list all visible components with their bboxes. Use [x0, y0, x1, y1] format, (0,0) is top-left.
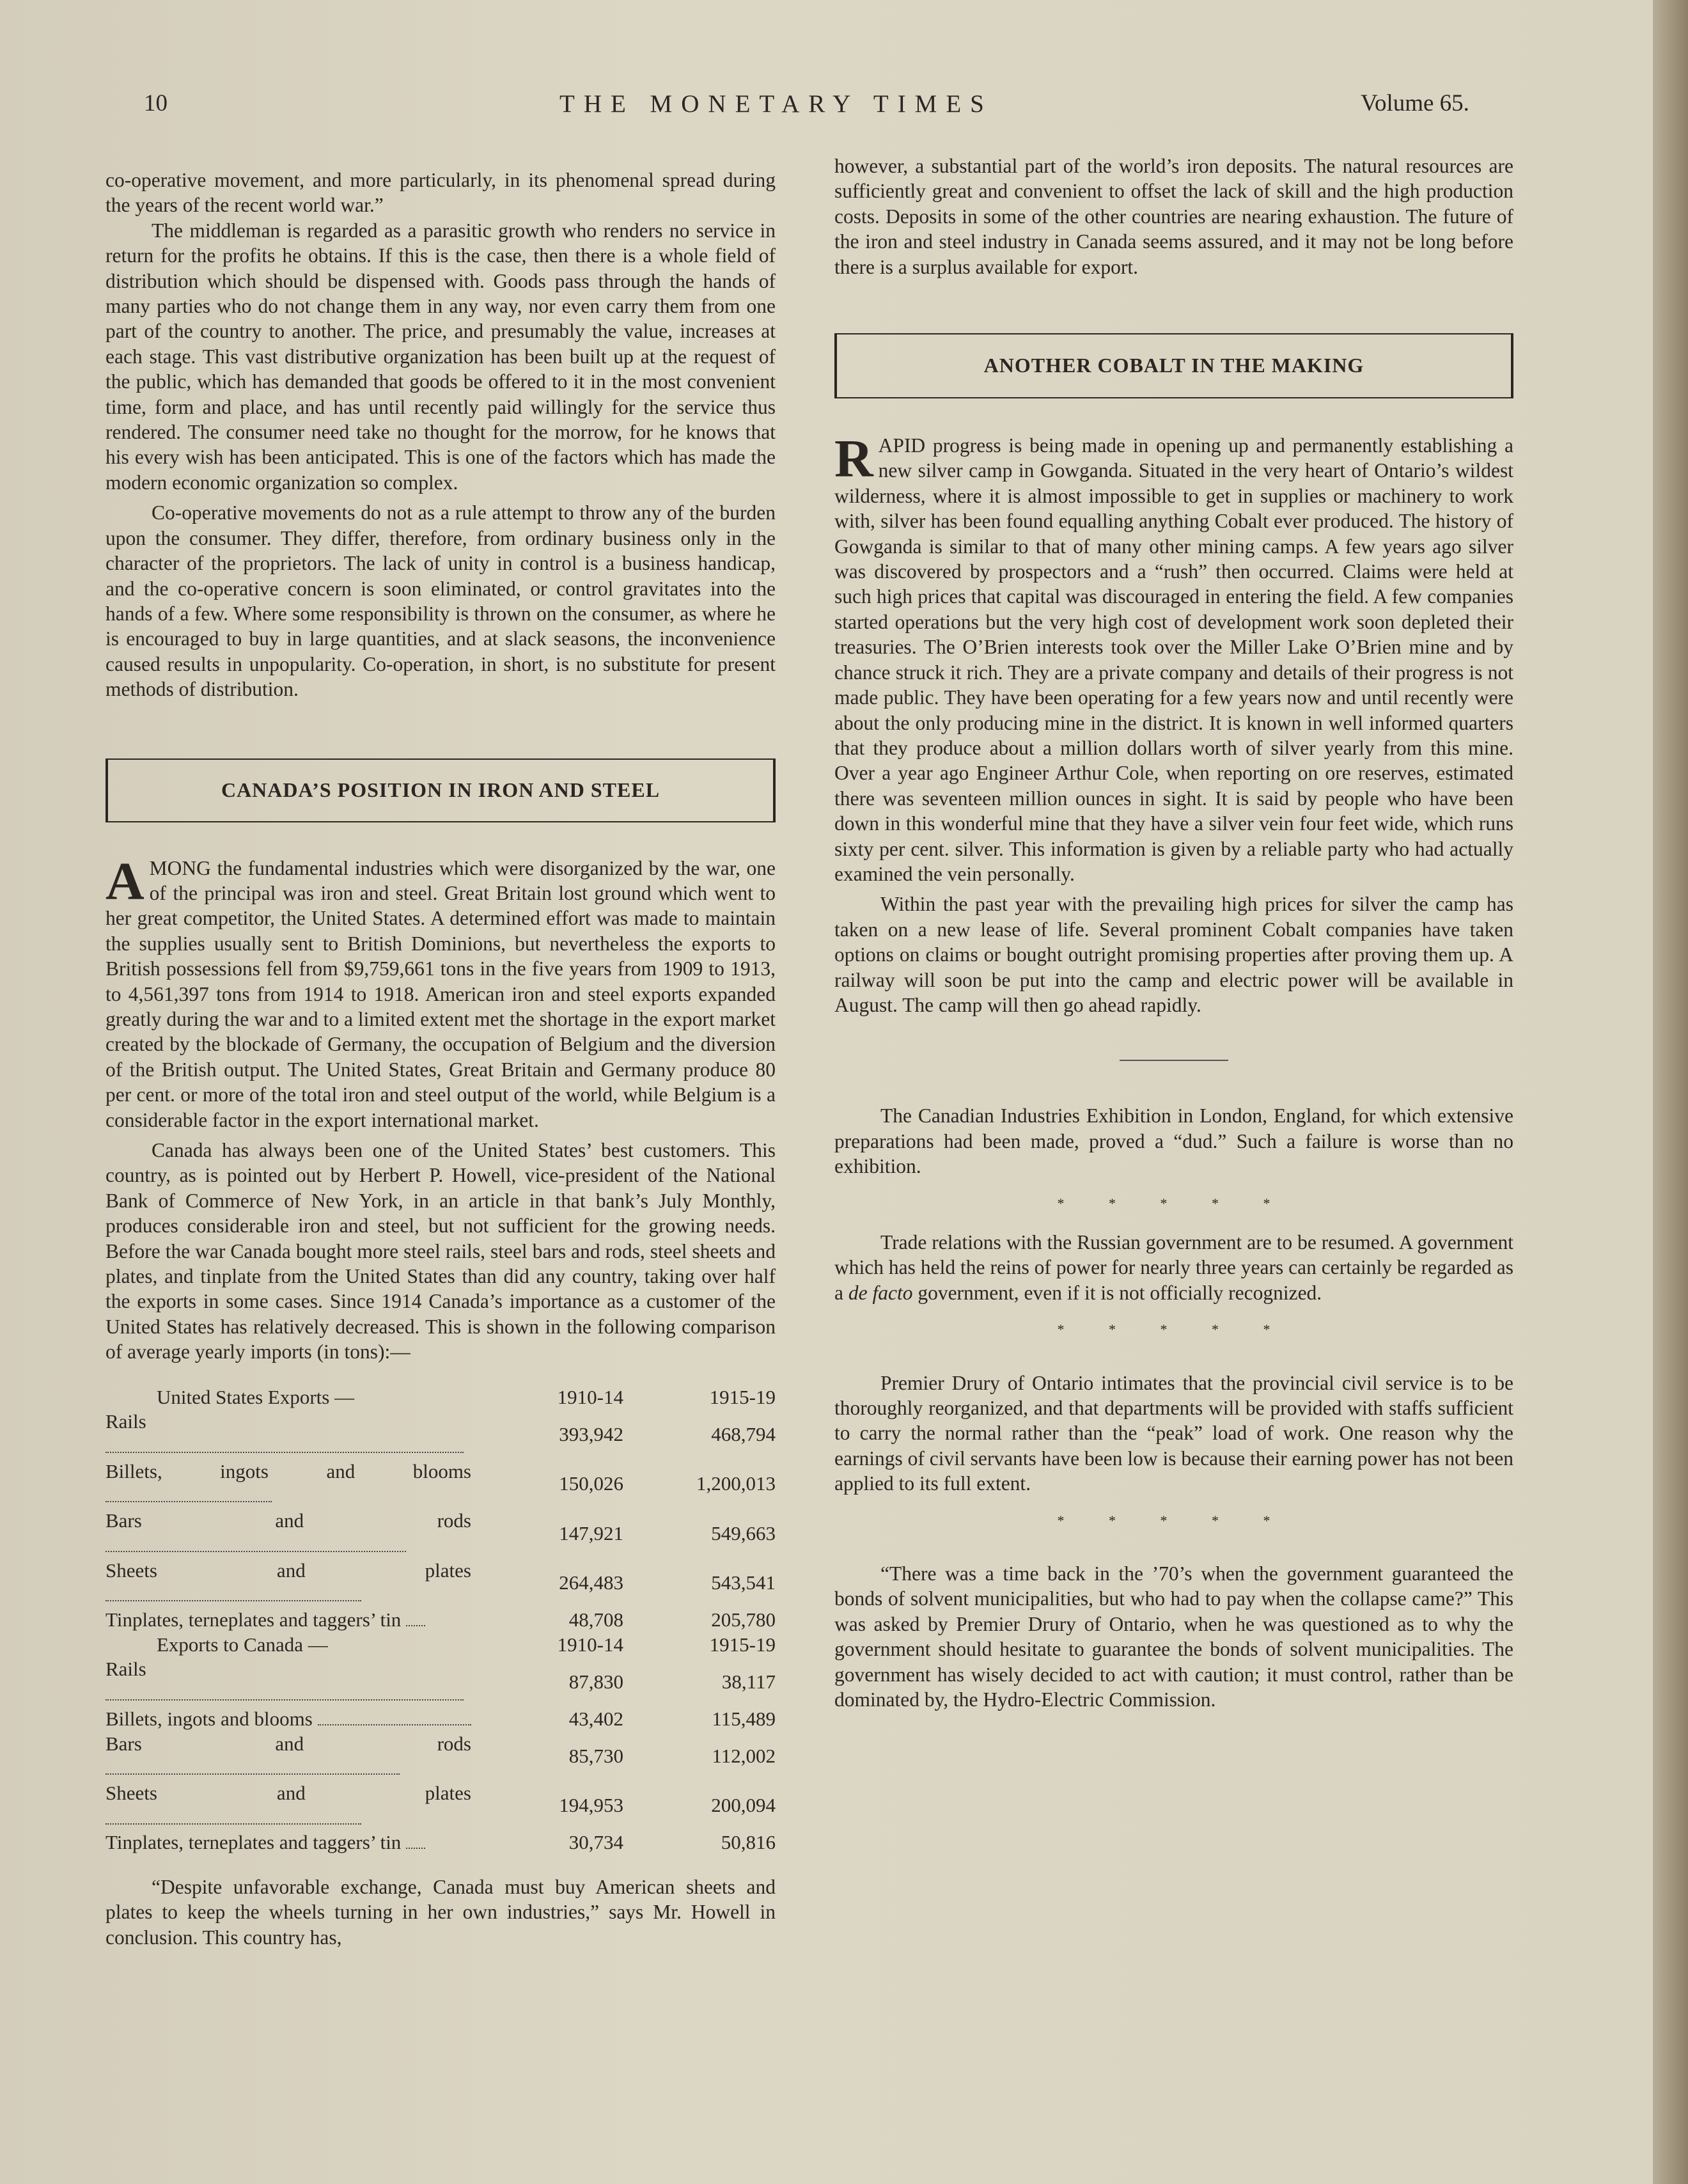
paragraph: Co-operative movements do not as a rule attempt to throw any of the burden upon the consumer. They differ, therefore, from ordinary business only in the character of the proprietors. The lack of unity in control is a business handicap, and the co-operative concern is soon eliminated, or control gravitates into the hands of a few. Where some responsibility is thrown on the consumer, as where he is encouraged to buy in large quantities, and at slack seasons, the inconvenience caused results in unpopularity. Co-operation, in short, is no substitute for present methods of distribution.	[106, 501, 776, 701]
table-row: Billets, ingots and blooms 150,026 1,200,013	[106, 1459, 776, 1509]
table-row: Bars and rods 85,730 112,002	[106, 1732, 776, 1781]
iron-steel-heading-box	[106, 758, 776, 822]
star-divider: * * * * *	[1057, 1512, 1291, 1528]
divider	[1120, 1060, 1228, 1061]
iron-steel-heading: CANADA’S POSITION IN IRON AND STEEL	[221, 778, 660, 801]
paragraph: “There was a time back in the ’70’s when the government guaranteed the bonds of solvent municipalities, but who had to pay when the collapse came?” This was asked by Premier Drury of Ontario, when he was questioned as to why the government should hesitate to guarantee the bonds of solvent municipalities. The government has wisely decided to act with caution; it must control, rather than be dominated by, the Hydro-Electric Commission.	[834, 1562, 1513, 1711]
table-row: Tinplates, terneplates and taggers’ tin 48,708 205,780	[106, 1608, 776, 1631]
column-header: 1910-14	[557, 1633, 623, 1656]
column-header: 1910-14	[557, 1385, 623, 1408]
table-row: Billets, ingots and blooms 43,402 115,489	[106, 1707, 776, 1730]
cobalt-heading-box	[834, 333, 1513, 398]
drop-cap: R	[834, 429, 873, 489]
page-number: 10	[144, 90, 168, 116]
table-row: Rails 393,942 468,794	[106, 1410, 776, 1459]
table-row: Sheets and plates 194,953 200,094	[106, 1781, 776, 1830]
cobalt-heading: ANOTHER COBALT IN THE MAKING	[983, 354, 1364, 377]
paragraph: Trade relations with the Russian government are to be resumed. A government which has held the reins of power for nearly three years can certainly be regarded as a de facto government, even if it is not officially recognized.	[834, 1231, 1513, 1304]
star-divider: * * * * *	[1057, 1195, 1291, 1211]
column-header: 1915-19	[709, 1385, 776, 1408]
table-row: Bars and rods 147,921 549,663	[106, 1509, 776, 1558]
table-header-row	[106, 1633, 776, 1658]
volume-label: Volume 65.	[1361, 90, 1469, 116]
paragraph: however, a substantial part of the world’s iron deposits. The natural resources are sufficiently great and convenient to offset the lack of skill and the high production costs. Deposits in some of the other countries are nearing exhaustion. The future of the iron and steel industry in Canada seems assured, and it may not be long before there is a surplus available for export.	[834, 155, 1513, 278]
table-row: Tinplates, terneplates and taggers’ tin 30,734 50,816	[106, 1831, 776, 1854]
star-divider: * * * * *	[1057, 1321, 1291, 1338]
paragraph: Within the past year with the prevailing high prices for silver the camp has taken on a new lease of life. Several prominent Cobalt companies have taken options on claims or bought outright promising properties after proving them up. A railway will soon be put into the camp and electric power will be available in August. The camp will then go ahead rapidly.	[834, 893, 1513, 1016]
page-edge	[1653, 0, 1688, 2184]
table-row: Sheets and plates 264,483 543,541	[106, 1559, 776, 1608]
drop-cap: A	[106, 851, 145, 911]
paragraph: RAPID progress is being made in opening up and permanently establishing a new silver camp in Gowganda. Situated in the very heart of Ontario’s wildest wilderness, where it is almost impossible to get in supplies or machinery to work with, silver has been found equalling anything Cobalt ever produced. The history of Gowganda is similar to that of many other mining camps. A few years ago silver was discovered by prospectors and a “rush” then occurred. Claims were held at such high prices that capital was discouraged in entering the field. A few companies started operations but the very high cost of development work soon depleted their treasuries. The O’Brien interests took over the Miller Lake O’Brien mine and by chance struck it rich. They are a private company and details of their progress is not made public. They have been operating for a few years now and until recently were about the only producing mine in the district. It is known in well informed quarters that they produce about a million dollars worth of silver yearly from this mine. Over a year ago Engineer Arthur Cole, when reporting on ore reserves, estimated there was seventeen million ounces in sight. It is said by people who have been down in this wonderful mine that they have a silver vein four feet wide, which runs sixty per cent. silver. This information is given by a reliable party who had actually examined the vein personally.	[834, 429, 1513, 885]
table-header-row	[106, 1385, 776, 1410]
right-column	[834, 153, 1513, 1713]
paragraph: The middleman is regarded as a parasitic growth who renders no service in return for the profits he obtains. If this is the case, then there is a whole field of distribution which should be dispensed with. Goods pass through the hands of many parties who do not change them in any way, nor even carry them from one part of the country to another. The price, and presumably the value, increases at each stage. This vast distributive organization has been built up at the request of the public, which has demanded that goods be offered to it in the most convenient time, form and place, and has until recently paid willingly for the service thus rendered. The consumer need take no thought for the morrow, for he knows that his every wish has been anticipated. This is one of the factors which has made the modern economic organization so complex.	[106, 219, 776, 494]
masthead: THE MONETARY TIMES	[559, 90, 993, 118]
column-header: 1915-19	[709, 1633, 776, 1656]
paragraph: Canada has always been one of the United States’ best customers. This country, as is pointed out by Herbert P. Howell, vice-president of the National Bank of Commerce of New York, in an article in that bank’s July Monthly, produces considerable iron and steel, but not sufficient for the growing needs. Before the war Canada bought more steel rails, steel bars and rods, steel sheets and plates, and tinplate from the United States than did any country, taking over half the exports in some cases. Since 1914 Canada’s importance as a customer of the United States has relatively decreased. This is shown in the following comparison of average yearly imports (in tons):—	[106, 1139, 776, 1363]
canada-exports-title: Exports to Canada —	[157, 1633, 328, 1656]
paragraph: co-operative movement, and more particularly, in its phenomenal spread during the years of the recent world war.”	[106, 169, 776, 217]
us-exports-title: United States Exports —	[157, 1385, 355, 1408]
paragraph: The Canadian Industries Exhibition in London, England, for which extensive preparations had been made, proved a “dud.” Such a failure is worse than no exhibition.	[834, 1104, 1513, 1178]
paragraph: AMONG the fundamental industries which were disorganized by the war, one of the principal was iron and steel. Great Britain lost ground which went to her great competitor, the United States. A determined effort was made to maintain the supplies usually sent to British Dominions, but nevertheless the exports to British possessions fell from $9,759,661 tons in the five years from 1909 to 1913, to 4,561,397 tons from 1914 to 1918. American iron and steel exports expanded greatly during the war and to a limited extent met the shortage in the export market created by the blockade of Germany, the occupation of Belgium and the diversion of the British output. The United States, Great Britain and Germany produce 80 per cent. or more of the total iron and steel output of the world, while Belgium is a considerable factor in the export international market.	[106, 851, 776, 1131]
left-column	[106, 168, 776, 1950]
exports-table	[106, 1385, 776, 1855]
paragraph: Premier Drury of Ontario intimates that the provincial civil service is to be thoroughly reorganized, and that departments will be provided with staffs sufficient to carry the normal rather than the “peak” load of work. One reason why the earnings of civil servants have been low is because their earning power has not been applied to its full extent.	[834, 1371, 1513, 1495]
table-row: Rails 87,830 38,117	[106, 1657, 776, 1706]
paragraph: “Despite unfavorable exchange, Canada must buy American sheets and plates to keep the wheels turning in her own industries,” says Mr. Howell in conclusion. This country has,	[106, 1876, 776, 1949]
